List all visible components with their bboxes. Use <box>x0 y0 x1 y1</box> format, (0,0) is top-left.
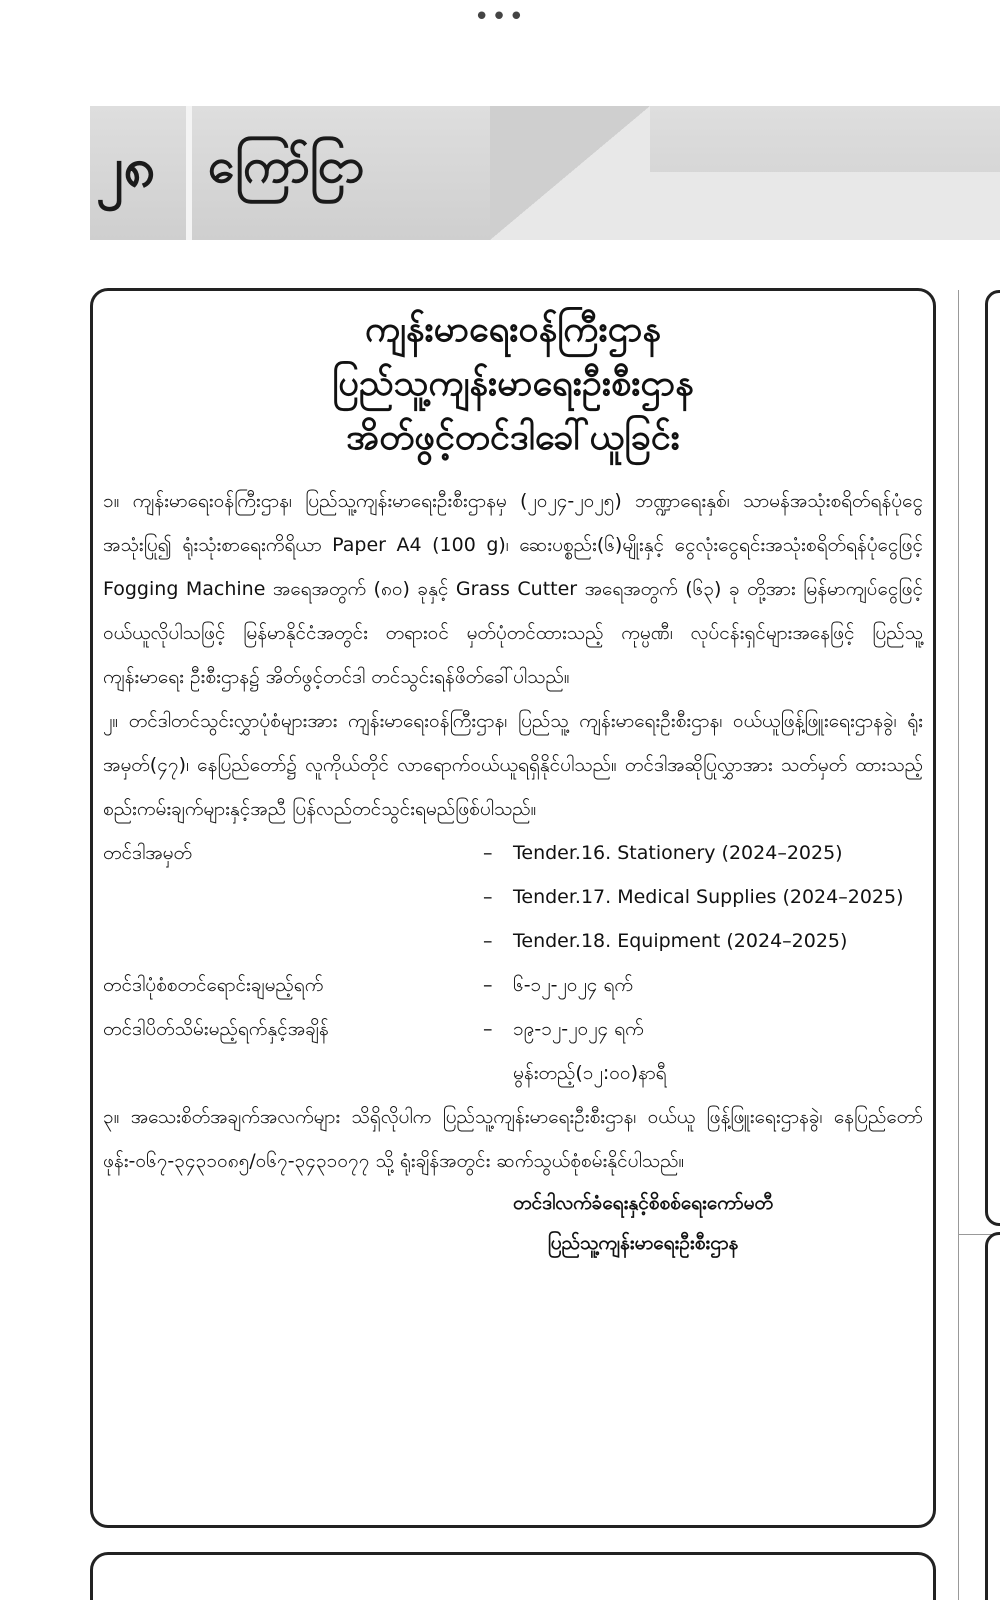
tender-number-label: တင်ဒါအမှတ် <box>103 842 193 864</box>
signature-department: ပြည်သူ့ကျန်းမာရေးဦးစီးဌာန <box>547 1232 739 1254</box>
closing-date-label: တင်ဒါပိတ်သိမ်းမည့်ရက်နှင့်အချိန် <box>103 1018 329 1040</box>
closing-time-value: မွန်းတည့်(၁၂:၀၀)နာရီ <box>513 1062 667 1084</box>
tender-row: တင်ဒါအမှတ် – Tender.16. Stationery (2024–2025) <box>103 831 923 875</box>
tender-item: Tender.18. Equipment (2024–2025) <box>513 930 848 952</box>
paragraph-3: ၃။ အသေးစိတ်အချက်အလက်များ သိရှိလိုပါက ပြည်သူ့ကျန်းမာရေးဦးစီးဌာန၊ ဝယ်ယူ ဖြန့်ဖြူးရေးဌာနခွဲ၊ နေပြည်တော် ဖုန်း-၀၆၇-၃၄၃၁၀၈၅/၀၆၇-၃၄၃၁၀၇၇ သို့ ရုံးချိန်အတွင်း ဆက်သွယ်စုံစမ်းနိုင်ပါသည်။ <box>103 1106 923 1172</box>
next-notice-frame <box>90 1552 936 1600</box>
closing-date-value: ၁၉-၁၂-၂၀၂၄ ရက် <box>513 1018 644 1040</box>
paragraph-2: ၂။ တင်ဒါတင်သွင်းလွှာပုံစံများအား ကျန်းမာရေးဝန်ကြီးဌာန၊ ပြည်သူ့ ကျန်းမာရေးဦးစီးဌာန၊ ဝယ်ယူဖြန့်ဖြူးရေးဌာနခွဲ၊ ရုံးအမှတ်(၄၇)၊ နေပြည်တော်၌ လူကိုယ်တိုင် လာရောက်ဝယ်ယူရရှိနိုင်ပါသည်။ တင်ဒါအဆိုပြုလွှာအား သတ်မှတ် ထားသည့် စည်းကမ်းချက်များနှင့်အညီ ပြန်လည်တင်သွင်းရမည်ဖြစ်ပါသည်။ <box>103 710 923 820</box>
page-number: ၂၈ <box>96 134 156 200</box>
notice-title-department: ပြည်သူ့ကျန်းမာရေးဦးစီးဌာန <box>332 363 694 404</box>
notice-title-ministry: ကျန်းမာရေးဝန်ကြီးဌာန <box>364 309 662 350</box>
sale-date-value: ၆-၁၂-၂၀၂၄ ရက် <box>513 974 634 996</box>
section-title: ကြော်ငြာ <box>208 138 365 194</box>
sale-date-row: တင်ဒါပုံစံစတင်ရောင်းချမည့်ရက် – ၆-၁၂-၂၀၂၄ ရက် <box>103 963 923 1007</box>
sale-date-label: တင်ဒါပုံစံစတင်ရောင်းချမည့်ရက် <box>103 974 324 996</box>
adjacent-ad-frame-2 <box>985 1232 1000 1600</box>
more-options-icon[interactable]: ••• <box>473 2 526 32</box>
tender-item: Tender.17. Medical Supplies (2024–2025) <box>513 886 904 908</box>
signature-committee: တင်ဒါလက်ခံရေးနှင့်စိစစ်ရေးကော်မတီ <box>513 1192 773 1214</box>
adjacent-ad-frame <box>985 290 1000 1226</box>
notice-title-heading: အိတ်ဖွင့်တင်ဒါခေါ်ယူခြင်း <box>346 417 680 458</box>
closing-time-row <box>103 1051 923 1095</box>
tender-row: – Tender.17. Medical Supplies (2024–2025) <box>103 875 923 919</box>
paragraph-1: ၁။ ကျန်းမာရေးဝန်ကြီးဌာန၊ ပြည်သူ့ကျန်းမာရေးဦးစီးဌာနမှ (၂၀၂၄-၂၀၂၅) ဘဏ္ဍာရေးနှစ်၊ သာမန်အသုံးစရိတ်ရန်ပုံငွေအသုံးပြု၍ ရုံးသုံးစာရေးကိရိယာ Paper A4 (100 g)၊ ဆေးပစ္စည်း(၆)မျိုးနှင့် ငွေလုံးငွေရင်းအသုံးစရိတ်ရန်ပုံငွေဖြင့် Fogging Machine အရေအတွက် (၈၀) ခုနှင့် Grass Cutter အရေအတွက် (၆၃) ခု တို့အား မြန်မာကျပ်ငွေဖြင့် ဝယ်ယူလိုပါသဖြင့် မြန်မာနိုင်ငံအတွင်း တရားဝင် မှတ်ပုံတင်ထားသည့် ကုမ္ပဏီ၊ လုပ်ငန်းရှင်များအနေဖြင့် ပြည်သူ့ကျန်းမာရေး ဦးစီးဌာန၌ အိတ်ဖွင့်တင်ဒါ တင်သွင်းရန်ဖိတ်ခေါ်ပါသည်။ <box>103 490 923 688</box>
column-divider <box>958 290 959 1600</box>
tender-item: Tender.16. Stationery (2024–2025) <box>513 842 843 864</box>
tender-row: – Tender.18. Equipment (2024–2025) <box>103 919 923 963</box>
closing-date-row: တင်ဒါပိတ်သိမ်းမည့်ရက်နှင့်အချိန် – ၁၉-၁၂-၂၀၂၄ ရက် <box>103 1007 923 1051</box>
tender-notice <box>90 288 936 1528</box>
